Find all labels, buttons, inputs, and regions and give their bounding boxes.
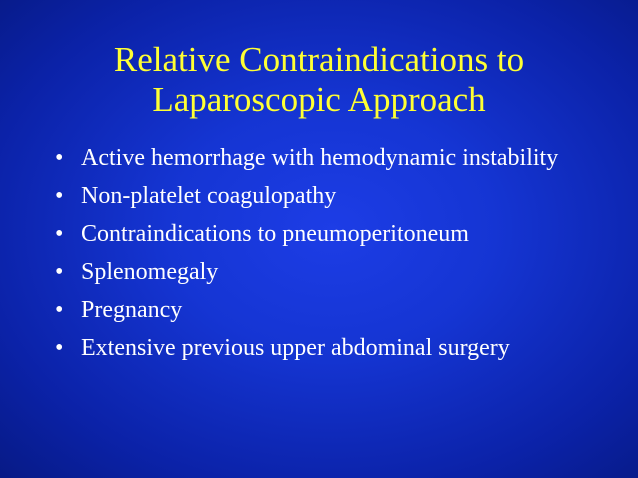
- bullet-icon: •: [55, 297, 64, 323]
- slide-title-line-2: Laparoscopic Approach: [152, 80, 486, 119]
- bullet-item: [55, 259, 615, 286]
- slide-title-line-1: Relative Contraindications to: [113, 40, 525, 79]
- bullet-text: Active hemorrhage with hemodynamic instability: [81, 145, 559, 171]
- bullet-icon: •: [55, 221, 64, 247]
- bullet-icon: •: [55, 183, 64, 209]
- bullet-item: [55, 335, 615, 362]
- bullet-item: [55, 221, 615, 248]
- bullet-text: Extensive previous upper abdominal surgery: [81, 335, 510, 361]
- bullet-icon: •: [55, 145, 64, 171]
- slide-title: [0, 40, 638, 120]
- bullet-list: [55, 145, 615, 373]
- bullet-text: Pregnancy: [81, 297, 183, 323]
- bullet-text: Non-platelet coagulopathy: [81, 183, 337, 209]
- bullet-item: [55, 183, 615, 210]
- bullet-item: [55, 145, 615, 172]
- bullet-icon: •: [55, 335, 64, 361]
- bullet-text: Contraindications to pneumoperitoneum: [81, 221, 469, 247]
- bullet-icon: •: [55, 259, 64, 285]
- bullet-item: [55, 297, 615, 324]
- bullet-text: Splenomegaly: [81, 259, 219, 285]
